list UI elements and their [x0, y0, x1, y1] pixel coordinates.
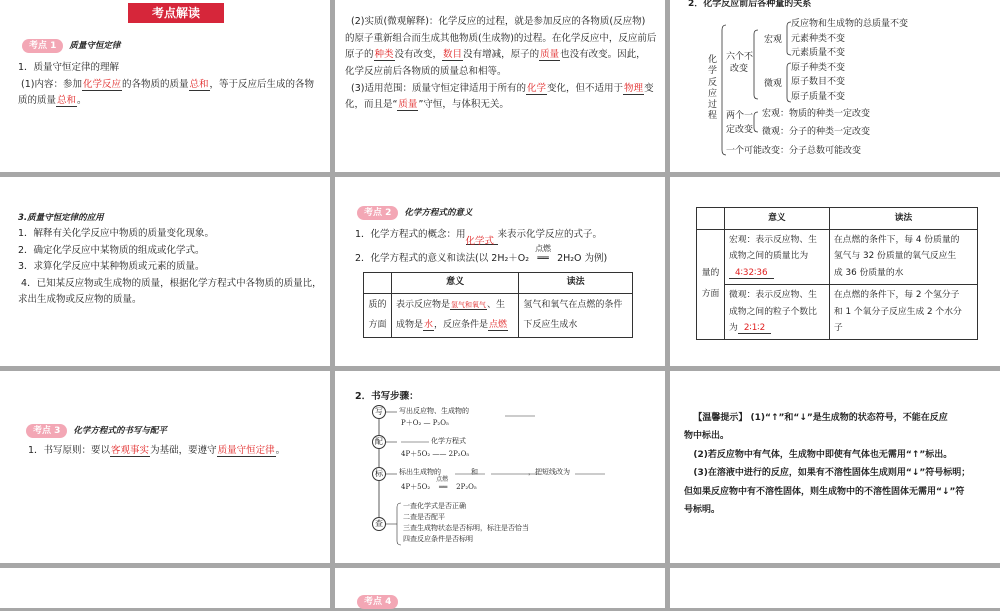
tips-text: 【温馨提示】 (1)“↑”和“↓”是生成物的状态符号，不能在反应 物中标出。 (2)若反应物中有气体，生成物中即使有气体也无需用“↑”标出。 (3)在溶液中进行的反应，如果有不溶性固体生成则用“↓”符号标明； 但如果反应物中有不溶性固体，则生成物中的不溶性固体无需用“↓”符 号标明。 — [684, 413, 971, 516]
list-item: 2．确定化学反应中某物质的组成或化学式。 — [18, 244, 205, 256]
vertical-label: 化学反应过程 — [708, 55, 718, 122]
slide-title: 2．书写步骤： — [355, 391, 419, 402]
line: 原子的种类没有改变，数目没有增减，原子的质量也没有改变。因此， — [345, 49, 646, 61]
step-check: 查 — [372, 517, 386, 531]
line: (3)适用范围：质量守恒定律适用于所有的化学变化，但不适用于物理变 — [351, 82, 654, 94]
topic-heading — [357, 594, 398, 611]
list-item: 4．已知某反应物或生成物的质量，根据化学方程式中各物质的质量比， — [21, 277, 322, 289]
line: 1．化学方程式的概念：用 化学式 来表示化学反应的式子。 — [355, 229, 603, 247]
list-item: 3．求算化学反应中某种物质或元素的质量。 — [18, 261, 205, 273]
list-item: 求出生成物或反应物的质量。 — [18, 294, 142, 306]
step-write-text: 写出反应物、生成物的 — [399, 407, 469, 415]
step-write-eq: P＋O₂ — P₂O₅ — [401, 419, 449, 427]
step-balance-text: 化学方程式 — [431, 437, 466, 445]
slide-6[interactable] — [670, 177, 1000, 366]
topic-pill: 考点 3 — [26, 424, 67, 438]
step-balance-eq: 4P＋5O₂ —— 2P₂O₅ — [401, 450, 470, 458]
micro-reading: 在点燃的条件下，每 2 个氢分子 和 1 个氧分子反应生成 2 个水分 子 — [829, 284, 977, 339]
slide-9[interactable] — [670, 371, 1000, 563]
maybe-changed: 一个可能改变：分子总数可能改变 — [726, 146, 862, 156]
step-mark-eq: 4P＋5O₂ 点燃 ══ 2P₂O₅ — [401, 476, 477, 491]
slide-3[interactable] — [670, 0, 1000, 172]
slide-title: 2．化学反应前后各种量的关系 — [688, 0, 812, 9]
slide-2[interactable] — [335, 0, 665, 172]
section-title: 3.质量守恒定律的应用 — [18, 213, 104, 223]
reading-cell: 氢气和氧气在点燃的条件 下反应生成水 — [519, 293, 633, 338]
line: 2．化学方程式的意义和读法(以 2H₂＋O₂ 点燃 ══ 2H₂O 为例) — [355, 243, 608, 264]
changed-list: 宏观：物质的种类一定改变 微观：分子的种类一定改变 — [762, 109, 871, 137]
line: 1．质量守恒定律的理解 — [18, 62, 120, 73]
line: (2)实质(微观解释)：化学反应的过程，就是参加反应的各物质(反应物) — [351, 16, 646, 27]
slide-7[interactable] — [0, 371, 330, 563]
topic-pill: 考点 2 — [357, 206, 398, 220]
topic-title: 质量守恒定律 — [69, 41, 121, 51]
macro-reading: 在点燃的条件下，每 4 份质量的 氢气与 32 份质量的氧气反应生 成 36 份质量的水 — [829, 229, 977, 284]
check-list: 一查化学式是否正确 二查是否配平 三查生成物状态是否标明，标注是否恰当 四查反应条件是否标明 — [403, 502, 529, 543]
slide-11[interactable] — [335, 568, 665, 608]
micro-label: 微观 — [764, 79, 783, 89]
body-text — [18, 211, 328, 309]
step-balance: 配 — [372, 435, 386, 449]
body-text — [345, 14, 661, 114]
body-text: 1．书写原则：要以客观事实为基础，要遵守质量守恒定律。 — [28, 445, 286, 456]
row-head: 量的 方面 — [697, 229, 725, 339]
topic-pill: 考点 1 — [22, 39, 63, 53]
topic-heading — [22, 38, 120, 55]
row-head: 质的 方面 — [364, 293, 392, 338]
slide-5[interactable] — [335, 177, 665, 366]
body-text — [355, 227, 660, 267]
topic-title: 化学方程式的意义 — [404, 208, 473, 218]
six-label: 六个不 改变 — [726, 52, 754, 74]
macro-label: 宏观 — [764, 35, 783, 45]
slide-8[interactable] — [335, 371, 665, 563]
topic-title: 化学方程式的书写与配平 — [73, 426, 167, 436]
slide-12[interactable] — [670, 568, 1000, 608]
meaning-table: 意义 读法 质的 方面 表示反应物是氢气和氧气、生 成物是水，反应条件是点燃 氢气和氧气在点燃的条件 下反应生成水 — [363, 272, 633, 338]
micro-meaning: 微观：表示反应物、生 成物之间的粒子个数比 为 2∶1∶2 — [725, 284, 830, 339]
macro-meaning: 宏观：表示反应物、生 成物之间的质量比为 4∶32∶36 — [725, 229, 830, 284]
line: 化学反应前后各物质的质量总和相等。 — [345, 65, 507, 77]
line: 化，而且是“质量”守恒，与体积无关。 — [345, 99, 509, 111]
body-text — [18, 60, 326, 110]
step-write: 写 — [372, 405, 386, 419]
line: 质的质量总和。 — [18, 95, 87, 107]
two-label: 两个一 定改变 — [726, 111, 754, 135]
unchanged-list: 反应物和生成物的总质量不变 元素种类不变 元素质量不变 原子种类不变 原子数目不变 原子质量不变 — [791, 19, 909, 102]
line: (1)内容：参加化学反应的各物质的质量总和，等于反应后生成的各物 — [21, 78, 315, 90]
step-mark: 标 — [372, 467, 386, 481]
quantity-table: 意义 读法 量的 方面 宏观：表示反应物、生 成物之间的质量比为 4∶32∶36 在点燃的条件下，每 4 份质量的 氢气与 32 份质量的氧气反应生 成 36 份质量的水 微观：表示反应物、生 成物之间的粒子个数比 为 2∶1∶2 在点燃的条件下，每 2 个氢分子 和 1 个氧分子反应生成 2 个水分 子 — [696, 207, 978, 340]
meaning-cell: 表示反应物是氢气和氧气、生 成物是水，反应条件是点燃 — [392, 293, 519, 338]
slide-10[interactable] — [0, 568, 330, 608]
list-item: 1．解释有关化学反应中物质的质量变化现象。 — [18, 227, 215, 239]
section-banner: 考点解读 — [128, 3, 224, 23]
step-mark-text: 标出生成物的 和 ，把短线改为 — [399, 468, 570, 476]
line: 的原子重新组合而生成其他物质(生成物)的过程。在化学反应中，反应前后 — [345, 32, 657, 44]
topic-pill: 考点 4 — [357, 595, 398, 609]
slide-1[interactable] — [0, 0, 330, 172]
topic-heading — [26, 423, 167, 440]
topic-heading — [357, 205, 472, 222]
slide-4[interactable] — [0, 177, 330, 366]
